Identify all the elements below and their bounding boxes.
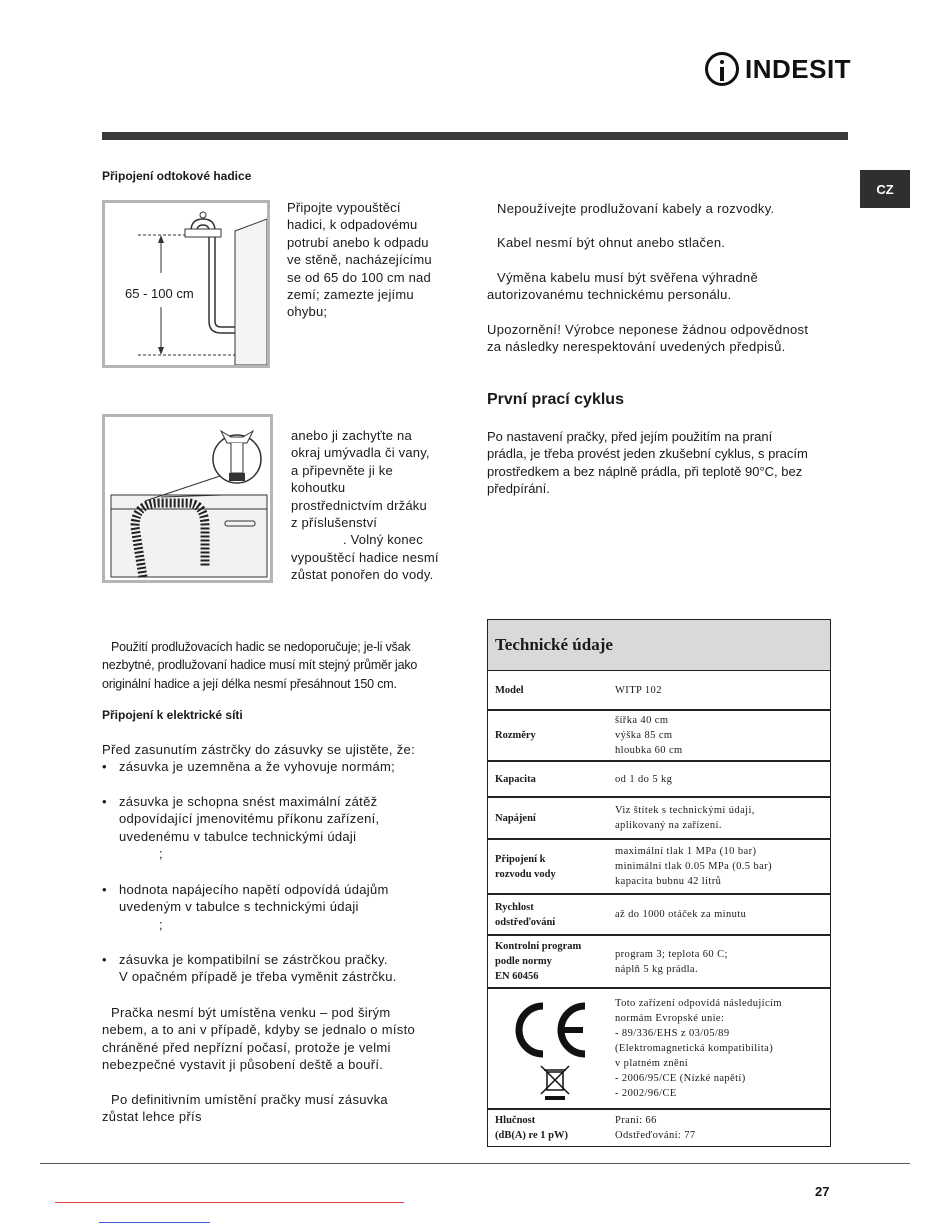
ce-mark-icon (507, 994, 597, 1104)
list-item (102, 758, 415, 775)
table-row (488, 840, 830, 895)
spec-value: až do 1000 otáček za minutu (615, 909, 747, 920)
text-line: Po nastavení pračky, před jejím použitím na praní (487, 429, 773, 444)
brand-logo (705, 52, 851, 86)
text-line: hodnota napájecího napětí odpovídá údajům (119, 882, 389, 897)
first-cycle-text (487, 428, 808, 498)
table-row (488, 762, 830, 798)
final-note (102, 1091, 388, 1126)
text-line: Nepoužívejte prodlužovaní kabely a rozvodky. (497, 201, 775, 216)
spec-value: Viz štítek s technickými údaji, aplikovaný na zařízení. (615, 805, 755, 831)
extension-note (102, 638, 417, 693)
language-tab[interactable]: CZ (860, 170, 910, 208)
weee-bin-icon (541, 1066, 569, 1100)
text-line: z příslušenství (291, 515, 378, 531)
drain-wall-illustration (102, 200, 270, 368)
brand-name: INDESIT (745, 53, 852, 84)
table-row (488, 671, 830, 711)
text-line: Připojte vypouštěcí (287, 200, 401, 215)
text-line: Kabel nesmí být ohnut anebo stlačen. (497, 235, 726, 251)
text-line: Upozornění! Výrobce neponese žádnou odpovědnost (487, 321, 809, 337)
table-row (488, 936, 830, 989)
text-line: Výměna kabelu musí být svěřena výhradně (497, 269, 758, 285)
text-line: hadici, k odpadovému (287, 217, 418, 233)
table-row (488, 711, 830, 762)
spec-label: Napájení (495, 812, 536, 824)
text-line: zůstat lehce přís (102, 1109, 202, 1125)
table-row (488, 798, 830, 840)
spec-value: Praní: 66 Odstřeďování: 77 (615, 1115, 696, 1141)
text-line: zůstat ponořen do vody. (291, 567, 434, 583)
text-line: nezbytné, prodlužovaní hadice musí mít stejný průměr jako (102, 658, 418, 673)
text-line: se od 65 do 100 cm nad (287, 269, 431, 285)
table-row (488, 1110, 830, 1146)
electric-checklist (102, 741, 415, 776)
text-line: uvedeným v tabulce s technickými údaji (119, 899, 359, 915)
text-line: Po definitivním umístění pračky musí zásuvka (111, 1092, 388, 1107)
spec-table (487, 619, 831, 1147)
spec-value: šířka 40 cm výška 85 cm hloubka 60 cm (615, 715, 683, 756)
drain-text-2 (291, 427, 439, 584)
text-line: ve stěně, nacházejícímu (287, 252, 432, 268)
drain-text-1 (287, 199, 432, 321)
electric-bullet-2 (102, 793, 379, 863)
first-cycle-title: První prací cyklus (487, 391, 624, 408)
spec-value: maximální tlak 1 MPa (10 bar) minimální tlak 0.05 MPa (0.5 bar) kapacita bubnu 42 litrů (615, 846, 772, 887)
text-line: . Volný konec (343, 532, 423, 548)
spec-label: Rychlost odstřeďování (495, 901, 556, 928)
text-line: potrubí anebo k odpadu (287, 234, 429, 250)
logo-mark-icon (705, 52, 739, 86)
text-line: uvedenému v tabulce technickými údaji (119, 828, 357, 844)
footer-rule (40, 1163, 910, 1164)
sink-drain-icon (105, 417, 270, 580)
electric-bullet-3 (102, 881, 389, 933)
text-line: zásuvka je schopna snést maximální zátěž (119, 794, 378, 809)
text-line: nebezpečné vystavit ji působení deště a bouří. (102, 1057, 384, 1073)
spec-label: Kontrolní program podle normy EN 60456 (495, 941, 582, 982)
text-line: kohoutku (291, 480, 346, 496)
spec-value: WITP 102 (615, 684, 662, 696)
text-line: okraj umývadla či vany, (291, 445, 430, 461)
text-line: vypouštěcí hadice nesmí (291, 549, 439, 565)
text-line: a připevněte ji ke (291, 462, 393, 478)
bullet: • (102, 952, 107, 967)
text-line: ; (159, 916, 163, 932)
text-line: za následky nerespektování uvedených předpisů. (487, 339, 786, 355)
spec-value: program 3; teplota 60 C; náplň 5 kg prádla. (615, 948, 728, 975)
text-line: odpovídající jmenovitému příkonu zařízení, (119, 811, 380, 827)
text-line: chráněné před nepřízní počasí, protože je velmi (102, 1039, 391, 1055)
text-line: Pračka nesmí být umístěna venku – pod širým (111, 1005, 391, 1020)
spec-value: Toto zařízení odpovídá následujícím normám Evropské unie: - 89/336/EHS z 03/05/89 (Elektromagnetická kompatibilita) v platném znění - 2006/95/CE (Nízké napětí) - 2002/96/CE (615, 998, 782, 1099)
bullet: • (102, 759, 107, 775)
cable-warnings (487, 200, 808, 355)
height-range-label: 65 - 100 cm (125, 286, 194, 301)
electric-bullet-4 (102, 951, 397, 986)
text-line: předpírání. (487, 481, 550, 497)
text-line: Před zasunutím zástrčky do zásuvky se ujistěte, že: (102, 742, 415, 757)
text-line: zásuvka je uzemněna a že vyhovuje normám; (119, 759, 396, 775)
spec-value: od 1 do 5 kg (615, 773, 673, 785)
drain-heading: Připojení odtokové hadice (102, 169, 252, 183)
spec-label: Připojení k rozvodu vody (495, 853, 556, 880)
electric-heading: Připojení k elektrické síti (102, 708, 243, 722)
red-underline[interactable] (55, 1202, 404, 1203)
text-line: prádla, je třeba provést jeden zkušební cyklus, s pracím (487, 446, 808, 462)
outdoor-warning (102, 1004, 415, 1074)
spec-label: Hlučnost (dB(A) re 1 pW) (495, 1115, 569, 1141)
bullet: • (102, 794, 107, 809)
spec-label: Rozměry (495, 730, 536, 741)
spec-title: Technické údaje (488, 620, 830, 671)
header-rule (102, 132, 848, 140)
table-row (488, 989, 830, 1110)
text-line: V opačném případě je třeba vyměnit zástrčku. (119, 969, 397, 985)
text-line: zásuvka je kompatibilní se zástrčkou pračky. (119, 952, 388, 967)
text-line: zemí; zamezte jejímu (287, 287, 414, 303)
drain-sink-illustration (102, 414, 273, 583)
table-row (488, 895, 830, 936)
text-line: ohybu; (287, 304, 328, 320)
page-number: 27 (815, 1184, 830, 1199)
blue-underline[interactable] (99, 1222, 210, 1223)
wall-drain-icon (105, 203, 267, 365)
bullet: • (102, 882, 107, 897)
text-line: prostředkem a bez náplně prádla, při teplotě 90°C, bez (487, 463, 803, 479)
text-line: anebo ji zachyťte na (291, 428, 412, 443)
text-line: ; (159, 846, 163, 862)
text-line: autorizovanému technickému personálu. (487, 287, 732, 303)
spec-label (488, 989, 615, 1108)
text-line: nebem, a to ani v případě, kdyby se jednalo o místo (102, 1022, 416, 1038)
spec-label: Model (495, 684, 524, 696)
spec-label: Kapacita (495, 773, 536, 785)
text-line: originální hadice a její délka nesmí přesáhnout 150 cm. (102, 676, 397, 691)
text-line: Použití prodlužovacích hadic se nedoporučuje; je-li však (111, 640, 411, 654)
text-line: prostřednictvím držáku (291, 497, 427, 513)
